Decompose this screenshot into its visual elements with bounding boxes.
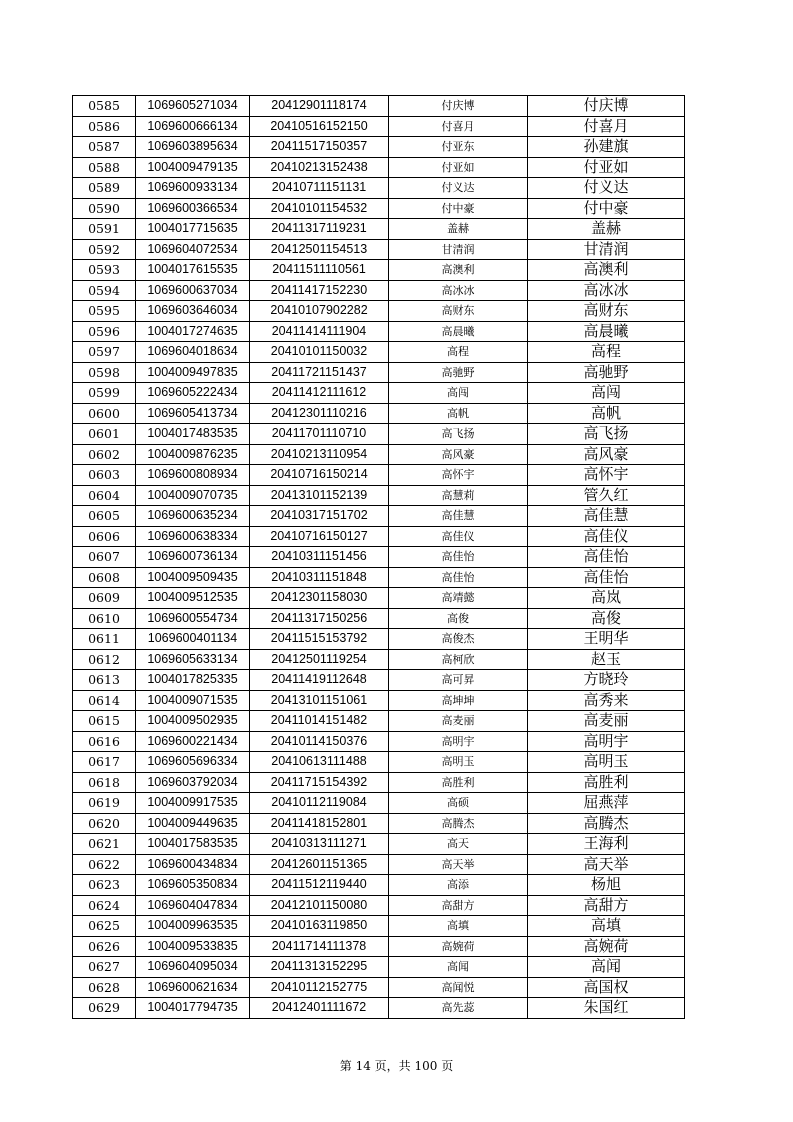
table-row — [73, 813, 685, 834]
row-name-signed-cell: 高佳怡 — [528, 567, 685, 588]
row-id1-cell: 1069600736134 — [136, 547, 250, 568]
row-id2-cell: 20410317151702 — [250, 506, 389, 527]
row-name-original-cell: 付义达 — [389, 178, 528, 199]
row-name-original-cell: 高佳仪 — [389, 526, 528, 547]
row-id2-cell: 20411317150256 — [250, 608, 389, 629]
row-name-signed-cell: 高佳怡 — [528, 547, 685, 568]
row-seq-cell: 0600 — [73, 403, 136, 424]
row-name-original-cell: 高天举 — [389, 854, 528, 875]
row-name-original-cell: 高俊 — [389, 608, 528, 629]
row-name-original-cell: 高程 — [389, 342, 528, 363]
row-name-original-cell: 高甜方 — [389, 895, 528, 916]
row-id1-cell: 1069605413734 — [136, 403, 250, 424]
row-seq-cell: 0594 — [73, 280, 136, 301]
row-id2-cell: 20410107902282 — [250, 301, 389, 322]
row-seq-cell: 0621 — [73, 834, 136, 855]
row-seq-cell: 0587 — [73, 137, 136, 158]
row-name-signed-cell: 高国权 — [528, 977, 685, 998]
row-id2-cell: 20411317119231 — [250, 219, 389, 240]
row-id2-cell: 20410163119850 — [250, 916, 389, 937]
row-id1-cell: 1069600638334 — [136, 526, 250, 547]
table-row — [73, 567, 685, 588]
table-row — [73, 670, 685, 691]
roster-table — [72, 95, 685, 1019]
row-id2-cell: 20411512119440 — [250, 875, 389, 896]
row-name-signed-cell: 高佳慧 — [528, 506, 685, 527]
table-row — [73, 731, 685, 752]
row-name-signed-cell: 方晓玲 — [528, 670, 685, 691]
row-seq-cell: 0605 — [73, 506, 136, 527]
row-seq-cell: 0593 — [73, 260, 136, 281]
row-id2-cell: 20411417152230 — [250, 280, 389, 301]
row-id2-cell: 20411511110561 — [250, 260, 389, 281]
row-name-original-cell: 高明玉 — [389, 752, 528, 773]
row-name-signed-cell: 高怀宇 — [528, 465, 685, 486]
row-seq-cell: 0599 — [73, 383, 136, 404]
table-row — [73, 383, 685, 404]
row-id1-cell: 1004017483535 — [136, 424, 250, 445]
row-id1-cell: 1069604047834 — [136, 895, 250, 916]
row-name-signed-cell: 高秀来 — [528, 690, 685, 711]
row-id2-cell: 20411412111612 — [250, 383, 389, 404]
row-id1-cell: 1069600808934 — [136, 465, 250, 486]
row-id1-cell: 1069600666134 — [136, 116, 250, 137]
row-name-signed-cell: 付义达 — [528, 178, 685, 199]
table-row — [73, 629, 685, 650]
row-name-original-cell: 高明宇 — [389, 731, 528, 752]
table-row — [73, 506, 685, 527]
row-id2-cell: 20410101150032 — [250, 342, 389, 363]
row-name-signed-cell: 甘清润 — [528, 239, 685, 260]
table-row — [73, 752, 685, 773]
row-name-original-cell: 高冰冰 — [389, 280, 528, 301]
table-row — [73, 998, 685, 1019]
row-name-signed-cell: 高驰野 — [528, 362, 685, 383]
row-id2-cell: 20410613111488 — [250, 752, 389, 773]
row-name-original-cell: 高佳怡 — [389, 547, 528, 568]
row-id2-cell: 20411414111904 — [250, 321, 389, 342]
row-id2-cell: 20411517150357 — [250, 137, 389, 158]
row-id1-cell: 1069603792034 — [136, 772, 250, 793]
row-seq-cell: 0604 — [73, 485, 136, 506]
page-footer: 第 14 页，共 100 页 — [339, 1059, 454, 1073]
row-id1-cell: 1004009502935 — [136, 711, 250, 732]
row-id1-cell: 1004009512535 — [136, 588, 250, 609]
table-row — [73, 649, 685, 670]
row-id1-cell: 1004009533835 — [136, 936, 250, 957]
row-id1-cell: 1004009071535 — [136, 690, 250, 711]
row-id2-cell: 20410311151848 — [250, 567, 389, 588]
row-name-signed-cell: 高帆 — [528, 403, 685, 424]
row-name-signed-cell: 高甜方 — [528, 895, 685, 916]
row-name-original-cell: 高坤坤 — [389, 690, 528, 711]
row-seq-cell: 0626 — [73, 936, 136, 957]
row-id1-cell: 1004009876235 — [136, 444, 250, 465]
row-name-original-cell: 高可昇 — [389, 670, 528, 691]
row-id1-cell: 1069603646034 — [136, 301, 250, 322]
row-id2-cell: 20412301110216 — [250, 403, 389, 424]
row-id1-cell: 1004009449635 — [136, 813, 250, 834]
row-seq-cell: 0615 — [73, 711, 136, 732]
row-id2-cell: 20410716150214 — [250, 465, 389, 486]
row-seq-cell: 0614 — [73, 690, 136, 711]
row-name-signed-cell: 付喜月 — [528, 116, 685, 137]
table-row — [73, 465, 685, 486]
row-name-signed-cell: 高胜利 — [528, 772, 685, 793]
row-seq-cell: 0601 — [73, 424, 136, 445]
row-id1-cell: 1004009917535 — [136, 793, 250, 814]
row-id2-cell: 20410711151131 — [250, 178, 389, 199]
row-seq-cell: 0611 — [73, 629, 136, 650]
row-id2-cell: 20410112119084 — [250, 793, 389, 814]
row-seq-cell: 0592 — [73, 239, 136, 260]
row-name-signed-cell: 高澳利 — [528, 260, 685, 281]
row-name-signed-cell: 杨旭 — [528, 875, 685, 896]
table-row — [73, 793, 685, 814]
row-id1-cell: 1004009963535 — [136, 916, 250, 937]
row-seq-cell: 0607 — [73, 547, 136, 568]
table-row — [73, 916, 685, 937]
row-id2-cell: 20410213152438 — [250, 157, 389, 178]
table-row — [73, 526, 685, 547]
row-id2-cell: 20412101150080 — [250, 895, 389, 916]
row-id1-cell: 1069600554734 — [136, 608, 250, 629]
row-id2-cell: 20411419112648 — [250, 670, 389, 691]
row-name-signed-cell: 高天举 — [528, 854, 685, 875]
row-name-original-cell: 高填 — [389, 916, 528, 937]
row-id1-cell: 1004009497835 — [136, 362, 250, 383]
row-seq-cell: 0613 — [73, 670, 136, 691]
row-seq-cell: 0628 — [73, 977, 136, 998]
row-name-original-cell: 付庆博 — [389, 96, 528, 117]
row-seq-cell: 0627 — [73, 957, 136, 978]
row-seq-cell: 0609 — [73, 588, 136, 609]
row-id2-cell: 20412501154513 — [250, 239, 389, 260]
table-row — [73, 362, 685, 383]
row-seq-cell: 0589 — [73, 178, 136, 199]
row-name-signed-cell: 高岚 — [528, 588, 685, 609]
row-name-signed-cell: 高晨曦 — [528, 321, 685, 342]
row-name-original-cell: 高闻 — [389, 957, 528, 978]
row-name-original-cell: 高添 — [389, 875, 528, 896]
table-row — [73, 772, 685, 793]
row-name-original-cell: 高天 — [389, 834, 528, 855]
row-id1-cell: 1069600366534 — [136, 198, 250, 219]
row-id1-cell: 1069600637034 — [136, 280, 250, 301]
row-id2-cell: 20412601151365 — [250, 854, 389, 875]
row-seq-cell: 0618 — [73, 772, 136, 793]
row-id1-cell: 1069600434834 — [136, 854, 250, 875]
table-row — [73, 690, 685, 711]
row-id1-cell: 1004017274635 — [136, 321, 250, 342]
row-name-original-cell: 高澳利 — [389, 260, 528, 281]
row-name-original-cell: 盖赫 — [389, 219, 528, 240]
row-name-signed-cell: 高婉荷 — [528, 936, 685, 957]
table-row — [73, 608, 685, 629]
row-id2-cell: 20411701110710 — [250, 424, 389, 445]
row-name-original-cell: 高麦丽 — [389, 711, 528, 732]
row-name-original-cell: 高晨曦 — [389, 321, 528, 342]
row-seq-cell: 0606 — [73, 526, 136, 547]
table-row — [73, 157, 685, 178]
row-id2-cell: 20411014151482 — [250, 711, 389, 732]
row-id2-cell: 20413101151061 — [250, 690, 389, 711]
row-id2-cell: 20410516152150 — [250, 116, 389, 137]
table-row — [73, 834, 685, 855]
table-row — [73, 301, 685, 322]
row-name-original-cell: 高硕 — [389, 793, 528, 814]
row-id1-cell: 1004009479135 — [136, 157, 250, 178]
row-name-original-cell: 付喜月 — [389, 116, 528, 137]
table-row — [73, 957, 685, 978]
row-id1-cell: 1004017583535 — [136, 834, 250, 855]
row-name-original-cell: 高闻悦 — [389, 977, 528, 998]
row-name-original-cell: 高慧莉 — [389, 485, 528, 506]
row-id2-cell: 20412401111672 — [250, 998, 389, 1019]
row-name-original-cell: 高风豪 — [389, 444, 528, 465]
row-seq-cell: 0597 — [73, 342, 136, 363]
row-id1-cell: 1069604095034 — [136, 957, 250, 978]
row-id2-cell: 20410112152775 — [250, 977, 389, 998]
row-name-original-cell: 付亚东 — [389, 137, 528, 158]
row-name-signed-cell: 高闻 — [528, 957, 685, 978]
row-name-signed-cell: 屈燕萍 — [528, 793, 685, 814]
row-name-original-cell: 高闯 — [389, 383, 528, 404]
table-row — [73, 854, 685, 875]
row-id1-cell: 1069605350834 — [136, 875, 250, 896]
row-id2-cell: 20410311151456 — [250, 547, 389, 568]
row-id2-cell: 20411418152801 — [250, 813, 389, 834]
table-row — [73, 198, 685, 219]
row-seq-cell: 0590 — [73, 198, 136, 219]
table-row — [73, 178, 685, 199]
table-row — [73, 936, 685, 957]
row-seq-cell: 0629 — [73, 998, 136, 1019]
row-id2-cell: 20413101152139 — [250, 485, 389, 506]
row-name-original-cell: 高婉荷 — [389, 936, 528, 957]
row-name-original-cell: 高怀宇 — [389, 465, 528, 486]
row-name-original-cell: 高先蕊 — [389, 998, 528, 1019]
row-name-original-cell: 高帆 — [389, 403, 528, 424]
table-row — [73, 895, 685, 916]
row-id1-cell: 1004017825335 — [136, 670, 250, 691]
row-name-original-cell: 高佳怡 — [389, 567, 528, 588]
row-name-signed-cell: 孙建旗 — [528, 137, 685, 158]
table-row — [73, 424, 685, 445]
row-seq-cell: 0602 — [73, 444, 136, 465]
row-seq-cell: 0622 — [73, 854, 136, 875]
row-name-signed-cell: 高冰冰 — [528, 280, 685, 301]
table-row — [73, 485, 685, 506]
row-name-signed-cell: 王明华 — [528, 629, 685, 650]
row-seq-cell: 0591 — [73, 219, 136, 240]
row-id1-cell: 1069600621634 — [136, 977, 250, 998]
table-row — [73, 239, 685, 260]
table-row — [73, 547, 685, 568]
row-name-original-cell: 高腾杰 — [389, 813, 528, 834]
row-seq-cell: 0620 — [73, 813, 136, 834]
table-row — [73, 875, 685, 896]
row-name-signed-cell: 高明玉 — [528, 752, 685, 773]
row-name-signed-cell: 高佳仪 — [528, 526, 685, 547]
row-name-original-cell: 高飞扬 — [389, 424, 528, 445]
row-id2-cell: 20410101154532 — [250, 198, 389, 219]
row-id1-cell: 1004009509435 — [136, 567, 250, 588]
row-id1-cell: 1069600635234 — [136, 506, 250, 527]
table-row — [73, 280, 685, 301]
row-id1-cell: 1069600933134 — [136, 178, 250, 199]
table-row — [73, 588, 685, 609]
row-name-signed-cell: 赵玉 — [528, 649, 685, 670]
row-name-signed-cell: 王海利 — [528, 834, 685, 855]
row-id2-cell: 20410114150376 — [250, 731, 389, 752]
row-id1-cell: 1069605222434 — [136, 383, 250, 404]
table-row — [73, 711, 685, 732]
row-id2-cell: 20412301158030 — [250, 588, 389, 609]
row-seq-cell: 0623 — [73, 875, 136, 896]
row-id1-cell: 1069604072534 — [136, 239, 250, 260]
row-id1-cell: 1069603895634 — [136, 137, 250, 158]
table-row — [73, 260, 685, 281]
row-name-original-cell: 付中豪 — [389, 198, 528, 219]
row-id2-cell: 20410213110954 — [250, 444, 389, 465]
roster-table-body — [73, 96, 685, 1019]
row-name-signed-cell: 高明宇 — [528, 731, 685, 752]
row-name-signed-cell: 高程 — [528, 342, 685, 363]
row-seq-cell: 0588 — [73, 157, 136, 178]
row-seq-cell: 0616 — [73, 731, 136, 752]
row-name-signed-cell: 高俊 — [528, 608, 685, 629]
row-seq-cell: 0586 — [73, 116, 136, 137]
row-name-original-cell: 甘清润 — [389, 239, 528, 260]
row-name-signed-cell: 朱国红 — [528, 998, 685, 1019]
row-name-signed-cell: 高闯 — [528, 383, 685, 404]
row-name-signed-cell: 付中豪 — [528, 198, 685, 219]
row-name-signed-cell: 高财东 — [528, 301, 685, 322]
table-row — [73, 403, 685, 424]
row-id1-cell: 1004017794735 — [136, 998, 250, 1019]
row-name-signed-cell: 管久红 — [528, 485, 685, 506]
row-id1-cell: 1069604018634 — [136, 342, 250, 363]
row-name-signed-cell: 高麦丽 — [528, 711, 685, 732]
row-id2-cell: 20411515153792 — [250, 629, 389, 650]
row-id1-cell: 1069600401134 — [136, 629, 250, 650]
row-name-signed-cell: 高飞扬 — [528, 424, 685, 445]
row-name-signed-cell: 付亚如 — [528, 157, 685, 178]
row-id1-cell: 1004009070735 — [136, 485, 250, 506]
row-name-original-cell: 高胜利 — [389, 772, 528, 793]
row-seq-cell: 0595 — [73, 301, 136, 322]
row-name-original-cell: 高靖懿 — [389, 588, 528, 609]
row-id1-cell: 1069605271034 — [136, 96, 250, 117]
row-id2-cell: 20411721151437 — [250, 362, 389, 383]
row-seq-cell: 0619 — [73, 793, 136, 814]
row-name-original-cell: 高财东 — [389, 301, 528, 322]
row-id1-cell: 1004017715635 — [136, 219, 250, 240]
table-row — [73, 219, 685, 240]
table-row — [73, 977, 685, 998]
row-id1-cell: 1004017615535 — [136, 260, 250, 281]
row-name-original-cell: 高俊杰 — [389, 629, 528, 650]
table-row — [73, 96, 685, 117]
row-name-signed-cell: 盖赫 — [528, 219, 685, 240]
row-id1-cell: 1069600221434 — [136, 731, 250, 752]
row-name-original-cell: 高驰野 — [389, 362, 528, 383]
row-id2-cell: 20412901118174 — [250, 96, 389, 117]
row-id2-cell: 20411714111378 — [250, 936, 389, 957]
row-seq-cell: 0612 — [73, 649, 136, 670]
table-row — [73, 321, 685, 342]
row-id1-cell: 1069605633134 — [136, 649, 250, 670]
table-row — [73, 137, 685, 158]
row-seq-cell: 0617 — [73, 752, 136, 773]
row-id2-cell: 20412501119254 — [250, 649, 389, 670]
row-name-signed-cell: 付庆博 — [528, 96, 685, 117]
row-id2-cell: 20410716150127 — [250, 526, 389, 547]
row-name-original-cell: 付亚如 — [389, 157, 528, 178]
row-name-original-cell: 高佳慧 — [389, 506, 528, 527]
row-id1-cell: 1069605696334 — [136, 752, 250, 773]
row-name-original-cell: 高柯欣 — [389, 649, 528, 670]
row-seq-cell: 0598 — [73, 362, 136, 383]
row-seq-cell: 0624 — [73, 895, 136, 916]
row-name-signed-cell: 高腾杰 — [528, 813, 685, 834]
table-row — [73, 342, 685, 363]
row-id2-cell: 20410313111271 — [250, 834, 389, 855]
row-seq-cell: 0585 — [73, 96, 136, 117]
table-row — [73, 116, 685, 137]
table-row — [73, 444, 685, 465]
row-seq-cell: 0625 — [73, 916, 136, 937]
row-id2-cell: 20411715154392 — [250, 772, 389, 793]
row-seq-cell: 0603 — [73, 465, 136, 486]
row-seq-cell: 0608 — [73, 567, 136, 588]
row-seq-cell: 0596 — [73, 321, 136, 342]
row-seq-cell: 0610 — [73, 608, 136, 629]
row-name-signed-cell: 高风豪 — [528, 444, 685, 465]
row-name-signed-cell: 高填 — [528, 916, 685, 937]
row-id2-cell: 20411313152295 — [250, 957, 389, 978]
